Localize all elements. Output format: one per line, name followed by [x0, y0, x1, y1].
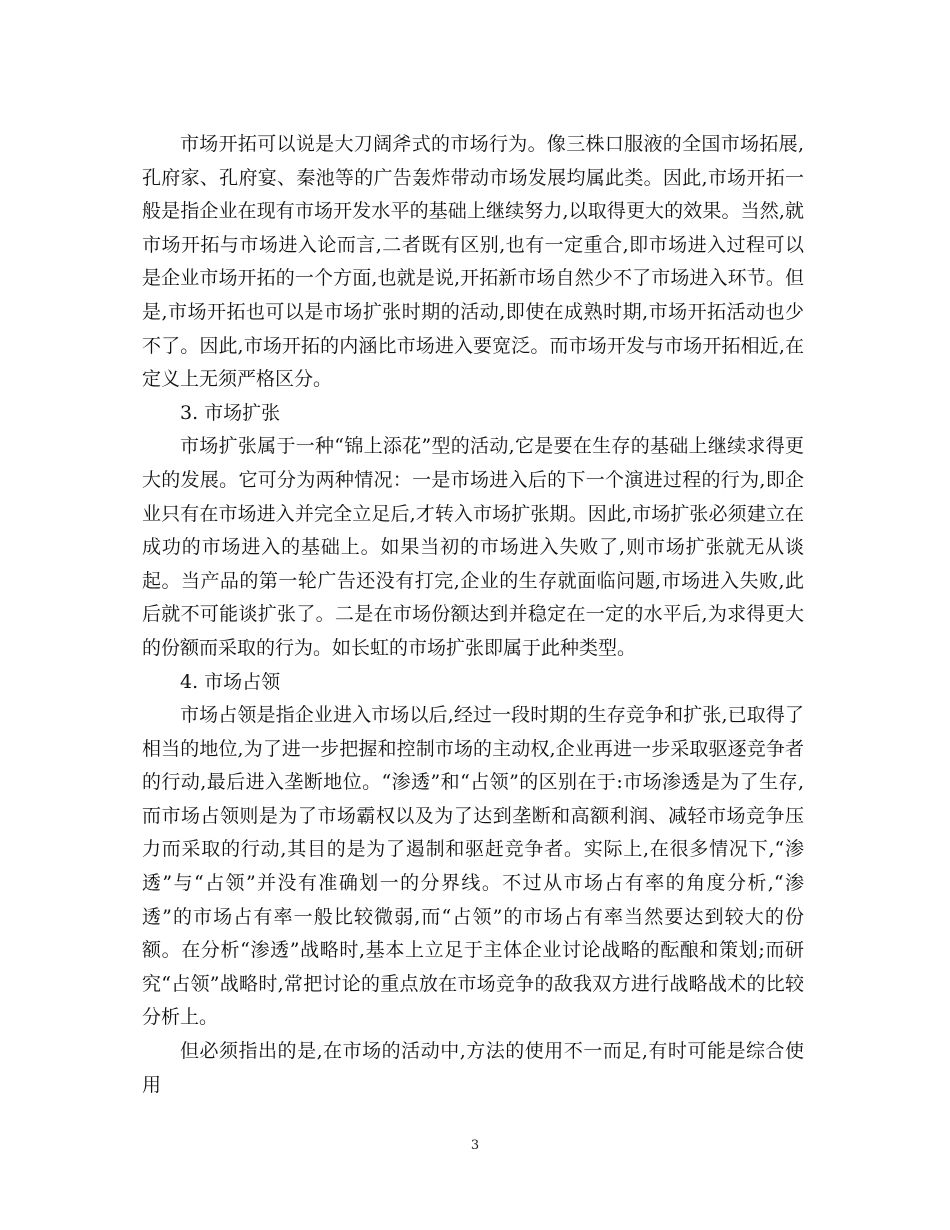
paragraph-closing-note: 但必须指出的是,在市场的活动中,方法的使用不一而足,有时可能是综合使用 — [142, 1040, 804, 1096]
section-heading-market-occupation: 4. 市场占领 — [180, 670, 281, 693]
page-number: 3 — [470, 1138, 480, 1153]
section-heading-market-expansion: 3. 市场扩张 — [180, 401, 281, 424]
paragraph-market-development: 市场开拓可以说是大刀阔斧式的市场行为。像三株口服液的全国市场拓展,孔府家、孔府宴、秦池等的广告轰炸带动市场发展均属此类。因此,市场开拓一般是指企业在现有市场开发水平的基础上继续努力,以取得更大的效果。当然,就市场开拓与市场进入论而言,二者既有区别,也有一定重合,即市场进入过程可以是企业市场开拓的一个方面,也就是说,开拓新市场自然少不了市场进入环节。但是,市场开拓也可以是市场扩张时期的活动,即使在成熟时期,市场开拓活动也少不了。因此,市场开拓的内涵比市场进入要宽泛。而市场开发与市场开拓相近,在定义上无须严格区分。 — [142, 133, 804, 391]
page-body — [142, 128, 804, 1102]
paragraph-market-occupation: 市场占领是指企业进入市场以后,经过一段时期的生存竞争和扩张,已取得了相当的地位,为了进一步把握和控制市场的主动权,企业再进一步采取驱逐竞争者的行动,最后进入垄断地位。“渗透”和“占领”的区别在于:市场渗透是为了生存,而市场占领则是为了市场霸权以及为了达到垄断和高额利润、减轻市场竞争压力而采取的行动,其目的是为了遏制和驱赶竞争者。实际上,在很多情况下,“渗透”与“占领”并没有准确划一的分界线。不过从市场占有率的角度分析,“渗透”的市场占有率一般比较微弱,而“占领”的市场占有率当然要达到较大的份额。在分析“渗透”战略时,基本上立足于主体企业讨论战略的酝酿和策划;而研究“占领”战略时,常把讨论的重点放在市场竞争的敌我双方进行战略战术的比较分析上。 — [142, 704, 804, 1029]
paragraph-market-expansion: 市场扩张属于一种“锦上添花”型的活动,它是要在生存的基础上继续求得更大的发展。它可分为两种情况：一是市场进入后的下一个演进过程的行为,即企业只有在市场进入并完全立足后,才转入市场扩张期。因此,市场扩张必须建立在成功的市场进入的基础上。如果当初的市场进入失败了,则市场扩张就无从谈起。当产品的第一轮广告还没有打完,企业的生存就面临问题,市场进入失败,此后就不可能谈扩张了。二是在市场份额达到并稳定在一定的水平后,为求得更大的份额而采取的行为。如长虹的市场扩张即属于此种类型。 — [142, 435, 804, 659]
